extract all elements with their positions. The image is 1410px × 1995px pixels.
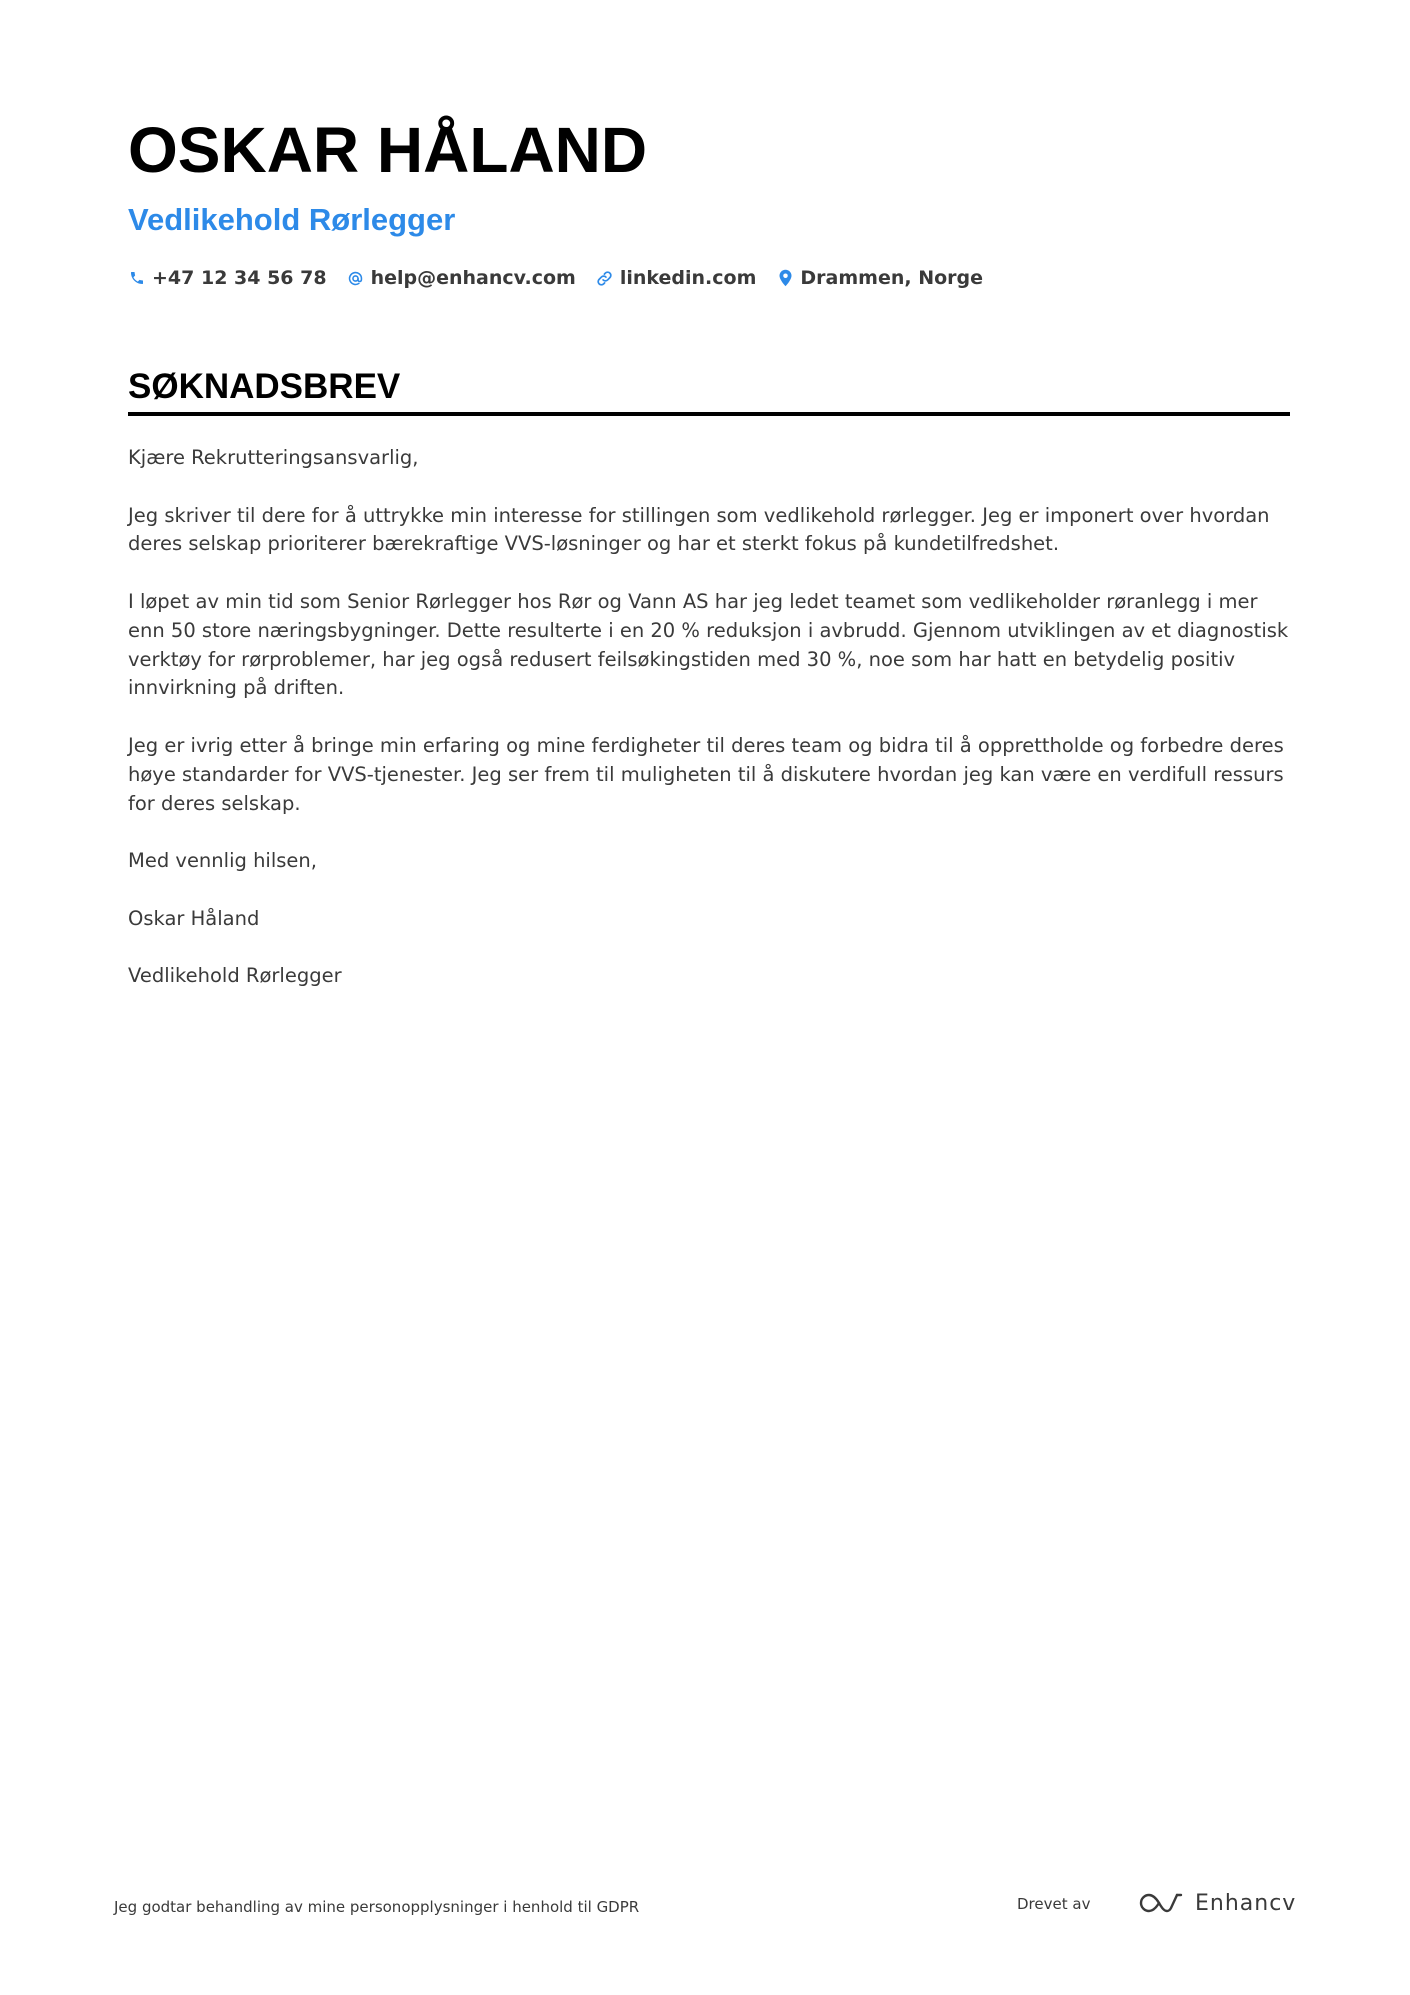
powered-by-label: Drevet av [1017, 1895, 1091, 1913]
gdpr-consent-text: Jeg godtar behandling av mine personopplysninger i henhold til GDPR [114, 1898, 640, 1916]
letter-paragraph: Jeg er ivrig etter å bringe min erfaring og mine ferdigheter til deres team og bidra til å opprettholde og forbedre deres høye standarder for VVS-tjenester. Jeg ser frem til muligheten til å diskutere hvordan jeg kan være en verdifull ressurs for deres selskap. [128, 733, 1284, 815]
letter-closing: Med vennlig hilsen, [128, 849, 317, 873]
contact-phone-text: +47 12 34 56 78 [152, 267, 327, 289]
letter-body [128, 444, 1290, 991]
phone-icon [128, 269, 146, 287]
contact-linkedin[interactable] [596, 267, 757, 289]
contact-linkedin-text: linkedin.com [619, 267, 757, 289]
applicant-job-title: Vedlikehold Rørlegger [128, 202, 456, 237]
contact-location [776, 267, 983, 289]
enhancv-logo-text: Enhancv [1195, 1890, 1297, 1916]
letter-paragraph: Jeg skriver til dere for å uttrykke min interesse for stillingen som vedlikehold rørlegger. Jeg er imponert over hvordan deres selskap prioriterer bærekraftige VVS-løsninger og har et sterkt fokus på kundetilfredshet. [128, 503, 1270, 556]
signature-name: Oskar Håland [128, 906, 260, 930]
section-title: SØKNADSBREV [128, 369, 1290, 416]
link-icon [596, 269, 614, 287]
contact-phone [128, 267, 327, 289]
applicant-name: OSKAR HÅLAND [128, 114, 648, 186]
cover-letter-page [128, 100, 1290, 1020]
contact-bar [128, 267, 1290, 289]
contact-location-text: Drammen, Norge [800, 267, 984, 289]
enhancv-logo[interactable] [1139, 1890, 1296, 1916]
location-pin-icon [776, 269, 794, 287]
enhancv-logo-icon [1139, 1890, 1185, 1916]
contact-email-text: help@enhancv.com [370, 267, 576, 289]
signature-title: Vedlikehold Rørlegger [128, 964, 342, 988]
letter-paragraph: I løpet av min tid som Senior Rørlegger hos Rør og Vann AS har jeg ledet teamet som vedlikeholder røranlegg i mer enn 50 store næringsbygninger. Dette resulterte i en 20 % reduksjon i avbrudd. Gjennom utviklingen av et diagnostisk verktøy for rørproblemer, har jeg også redusert feilsøkingstiden med 30 %, noe som har hatt en betydelig positiv innvirkning på driften. [128, 589, 1289, 700]
at-icon [347, 269, 365, 287]
page-footer [114, 1890, 1297, 1920]
contact-email[interactable] [347, 267, 576, 289]
letter-greeting: Kjære Rekrutteringsansvarlig, [128, 446, 419, 469]
